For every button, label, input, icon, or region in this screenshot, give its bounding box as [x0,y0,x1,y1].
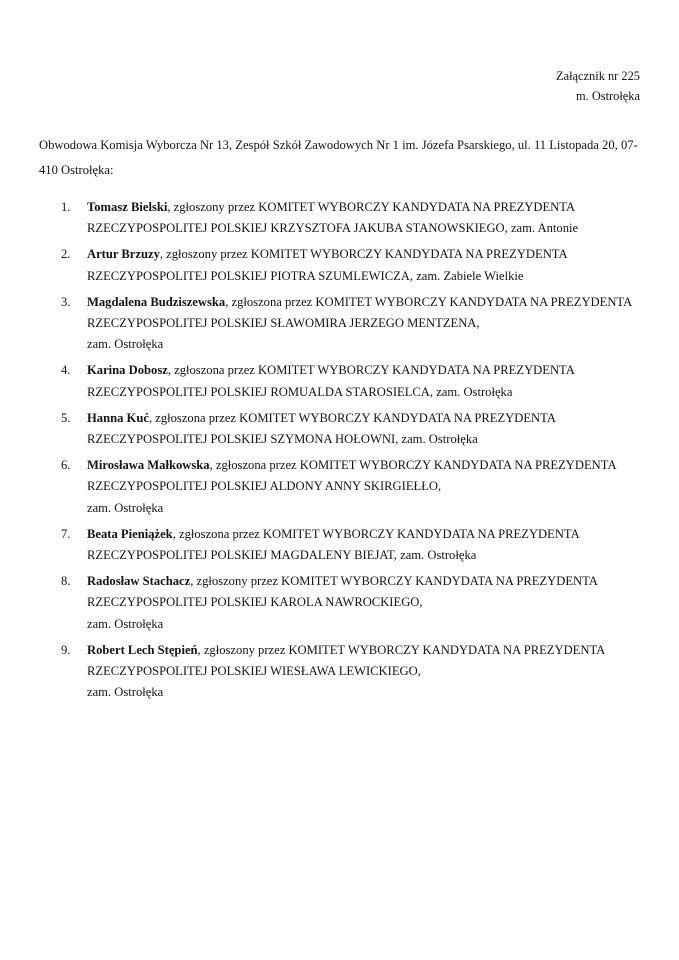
candidate-entry [39,571,651,635]
candidate-name: Karina Dobosz [87,363,168,378]
candidate-entry [39,455,651,519]
candidate-name: Mirosława Małkowska [87,458,210,473]
candidate-entry [39,292,651,356]
candidate-nomination: , zgłoszony przez KOMITET WYBORCZY KANDYDATA NA PREZYDENTA RZECZYPOSPOLITEJ POLSKIEJ KAROLA NAWROCKIEGO, [87,574,598,610]
candidate-body [87,360,651,402]
candidate-name: Robert Lech Stępień [87,642,198,657]
candidate-entry [39,524,651,566]
candidate-nomination: , zgłoszony przez KOMITET WYBORCZY KANDYDATA NA PREZYDENTA RZECZYPOSPOLITEJ POLSKIEJ KRZYSZTOFA JAKUBA STANOWSKIEGO, [87,200,575,236]
candidate-nomination: , zgłoszony przez KOMITET WYBORCZY KANDYDATA NA PREZYDENTA RZECZYPOSPOLITEJ POLSKIEJ PIOTRA SZUMLEWICZA, [87,247,567,283]
candidate-residence: zam. Antonie [507,221,579,236]
candidate-list [39,197,651,708]
candidate-number: 4. [61,363,71,378]
candidate-residence: zam. Ostrołęka [87,500,164,515]
candidate-body [87,571,651,635]
candidate-name: Tomasz Bielski [87,200,168,214]
candidate-body [87,524,651,566]
candidate-name: Beata Pieniążek [87,526,173,541]
candidate-number: 2. [61,247,71,262]
candidate-body [87,455,651,519]
candidate-body [87,408,651,450]
candidate-nomination: , zgłoszona przez KOMITET WYBORCZY KANDYDATA NA PREZYDENTA RZECZYPOSPOLITEJ POLSKIEJ SZYMONA HOŁOWNI, [87,410,556,447]
candidate-entry [39,408,651,450]
candidate-number: 7. [61,526,71,541]
municipality-name: m. Ostrołęka [575,89,640,103]
candidate-residence: zam. Ostrołęka [396,548,477,563]
candidate-name: Hanna Kuć [87,410,149,425]
candidate-body [87,197,651,239]
candidate-name: Magdalena Budziszewska [87,294,226,309]
candidate-number: 1. [61,200,71,214]
candidate-number: 5. [61,410,71,425]
candidate-nomination: , zgłoszona przez KOMITET WYBORCZY KANDYDATA NA PREZYDENTA RZECZYPOSPOLITEJ POLSKIEJ ALDONY ANNY SKIRGIEŁŁO, [87,458,616,494]
candidate-number: 6. [61,458,71,473]
candidate-body [87,292,651,356]
candidate-nomination: , zgłoszona przez KOMITET WYBORCZY KANDYDATA NA PREZYDENTA RZECZYPOSPOLITEJ POLSKIEJ MAGDALENY BIEJAT, [87,526,580,563]
candidate-nomination: , zgłoszony przez KOMITET WYBORCZY KANDYDATA NA PREZYDENTA RZECZYPOSPOLITEJ POLSKIEJ WIESŁAWA LEWICKIEGO, [87,642,605,679]
candidate-entry [39,197,651,239]
document-header [556,66,640,106]
candidate-residence: zam. Ostrołęka [87,685,164,700]
candidate-residence: zam. Ostrołęka [87,337,164,352]
candidate-residence: zam. Ostrołęka [398,432,478,447]
candidate-name: Artur Brzuzy [87,247,160,262]
candidate-entry [39,640,651,704]
candidate-residence: zam. Ostrołęka [433,384,513,399]
candidate-residence: zam. Ostrołęka [87,616,164,631]
candidate-number: 9. [61,642,71,657]
candidate-name: Radosław Stachacz [87,574,191,589]
candidate-residence: zam. Zabiele Wielkie [413,268,524,283]
candidate-body [87,640,651,704]
attachment-number: Załącznik nr 225 [556,69,640,83]
candidate-nomination: , zgłoszona przez KOMITET WYBORCZY KANDYDATA NA PREZYDENTA RZECZYPOSPOLITEJ POLSKIEJ SŁAWOMIRA JERZEGO MENTZENA, [87,294,632,331]
candidate-number: 3. [61,294,71,309]
candidate-nomination: , zgłoszona przez KOMITET WYBORCZY KANDYDATA NA PREZYDENTA RZECZYPOSPOLITEJ POLSKIEJ ROMUALDA STAROSIELCA, [87,363,575,399]
commission-address: Obwodowa Komisja Wyborcza Nr 13, Zespół Szkół Zawodowych Nr 1 im. Józefa Psarskiego, ul. 11 Listopada 20, 07-410 Ostrołęka: [39,137,638,177]
candidate-entry [39,360,651,402]
candidate-body [87,244,651,286]
candidate-number: 8. [61,574,71,589]
candidate-entry [39,244,651,286]
